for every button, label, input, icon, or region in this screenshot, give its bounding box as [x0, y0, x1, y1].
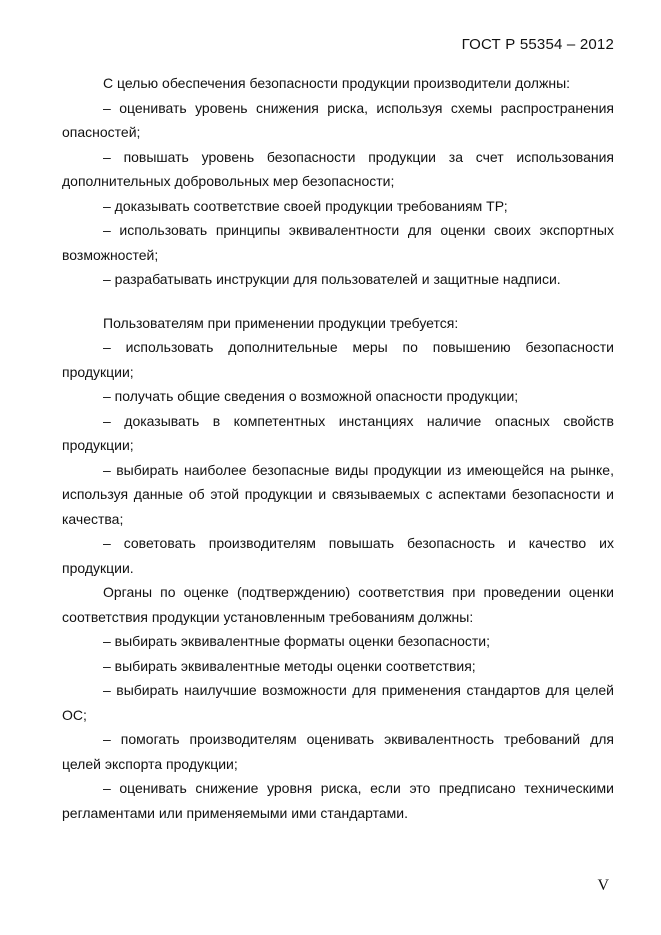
users-item-prove-hazards: – доказывать в компетентных инстанциях наличие опасных свойств продукции; — [62, 412, 614, 453]
manufacturers-intro: С целью обеспечения безопасности продукции производители должны: — [103, 75, 571, 91]
page-number: V — [597, 877, 609, 894]
users-intro: Пользователям при применении продукции требуется: — [103, 314, 459, 331]
document-standard-code: ГОСТ Р 55354 – 2012 — [461, 36, 614, 53]
users-item-additional-measures: – использовать дополнительные меры по повышению безопасности продукции; — [62, 339, 614, 380]
document-body — [62, 71, 614, 825]
conformity-item-standards: – выбирать наилучшие возможности для применения стандартов для целей ОС; — [62, 682, 614, 723]
conformity-item-methods: – выбирать эквивалентные методы оценки соответствия; — [103, 657, 476, 674]
section-spacer — [62, 292, 614, 311]
manufacturers-item-instructions: – разрабатывать инструкции для пользователей и защитные надписи. — [103, 271, 561, 287]
manufacturers-item-risk-reduction: – оценивать уровень снижения риска, используя схемы распространения опасностей; — [62, 99, 614, 140]
users-item-choose-safe-products: – выбирать наиболее безопасные виды продукции из имеющейся на рынке, используя данные об этой продукции и связываемых с аспектами безопасности и качества; — [62, 461, 614, 527]
manufacturers-item-equivalence: – использовать принципы эквивалентности для оценки своих экспортных возможностей; — [62, 222, 614, 263]
conformity-bodies-intro: Органы по оценке (подтверждению) соответствия при проведении оценки соответствия продукции установленным требованиям должны: — [62, 584, 614, 625]
conformity-item-risk-assessment: – оценивать снижение уровня риска, если это предписано техническими регламентами или применяемыми ими стандартами. — [62, 780, 614, 821]
manufacturers-item-safety-level: – повышать уровень безопасности продукции за счет использования дополнительных добровольных мер безопасности; — [62, 148, 614, 189]
conformity-item-formats: – выбирать эквивалентные форматы оценки безопасности; — [103, 633, 490, 649]
manufacturers-item-compliance: – доказывать соответствие своей продукции требованиям ТР; — [103, 197, 508, 214]
users-item-advise-manufacturers: – советовать производителям повышать безопасность и качество их продукции. — [62, 535, 614, 576]
conformity-item-export: – помогать производителям оценивать эквивалентность требований для целей экспорта продукции; — [62, 731, 614, 772]
users-item-hazard-info: – получать общие сведения о возможной опасности продукции; — [103, 388, 519, 404]
